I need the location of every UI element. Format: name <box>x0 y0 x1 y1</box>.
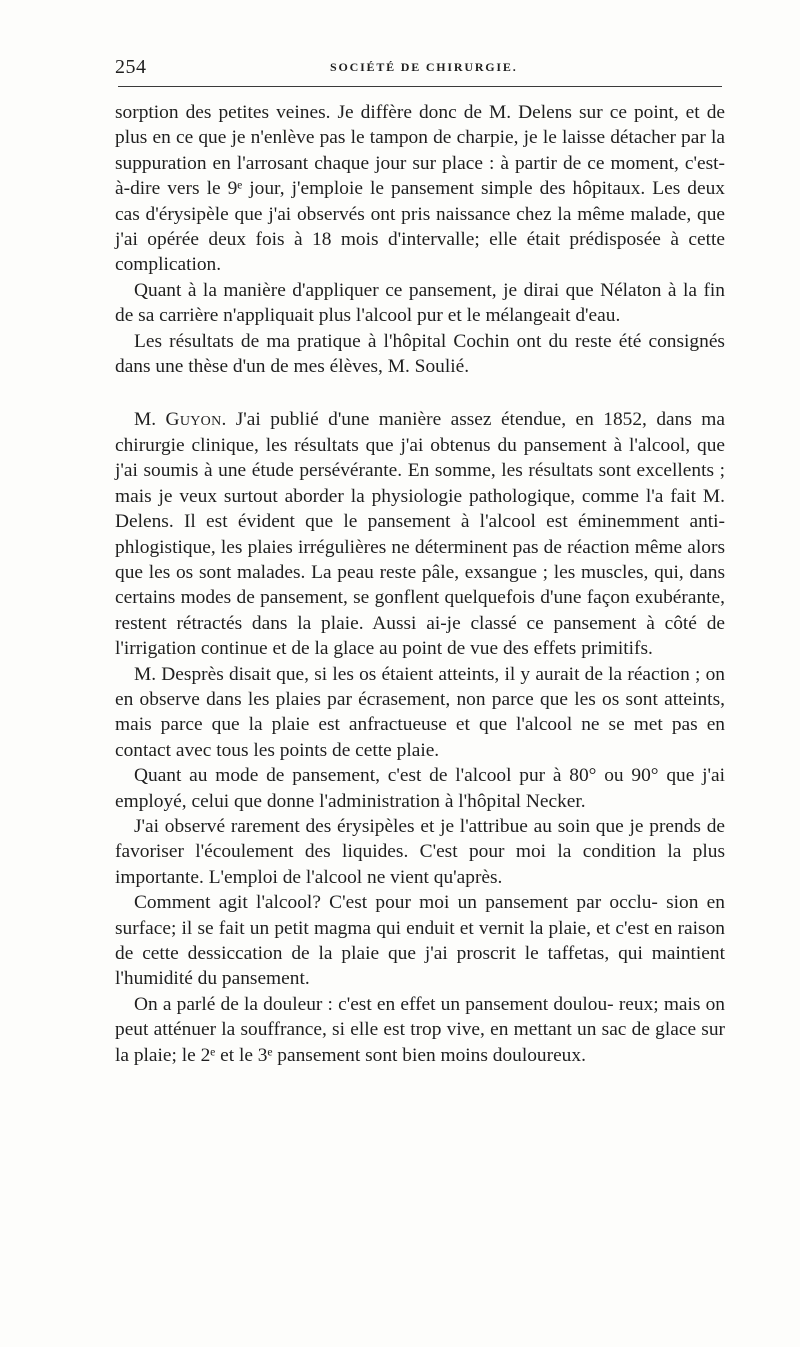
text-line: reux; mais on peut atténuer la souffrance, si elle est trop vive, en <box>115 993 725 1041</box>
text-line: cette complication. <box>115 229 725 276</box>
text-line: Quant au mode de pansement, c'est de l'alcool pur à 80° ou 90° <box>134 765 659 787</box>
text-line: opérée deux fois à 18 mois d'intervalle; elle était prédisposée à <box>147 229 679 251</box>
text-line: le laisse détacher par la suppuration en l'arrosant chaque jour sur <box>115 127 725 174</box>
running-head: SOCIÉTÉ DE CHIRURGIE. <box>330 60 518 74</box>
text-line: plaie, et c'est en raison de cette dessiccation de la plaie que j'ai <box>115 917 725 964</box>
paragraph-guyon <box>115 407 725 661</box>
text-line: le pansement simple des hôpitaux. Les deux cas d'érysipèle que <box>115 178 725 225</box>
text-line: de la glace au point de vue des effets primitifs. <box>291 638 653 660</box>
text-line: point, et de plus en ce que je n'enlève pas le tampon de charpie, je <box>115 102 725 149</box>
text-line: consignés dans une thèse d'un de mes élèves, M. Soulié. <box>115 330 725 378</box>
body-text <box>115 100 725 1068</box>
text-line: Aussi ai-je classé ce pansement à côté de l'irrigation continue et <box>115 612 725 660</box>
speaker-name: Guyon <box>165 409 222 431</box>
text-line: même alors que les os sont malades. La peau reste pâle, exsangue ; <box>115 536 725 583</box>
text-line: sorption des petites veines. Je diffère donc de M. Delens sur ce <box>115 102 627 123</box>
text-line: dans ma chirurgie clinique, les résultats que j'ai obtenus du <box>115 409 725 456</box>
speaker-prefix: M. <box>134 409 166 431</box>
text-line: Les résultats de ma pratique à l'hôpital Cochin ont du reste été <box>134 330 642 352</box>
text-line: place : à partir de ce moment, c'est-à-dire vers le 9ᵉ jour, j'emploie <box>115 152 725 200</box>
text-line: Quant à la manière d'appliquer ce pansement, je dirai que <box>134 279 594 301</box>
text-line: j'ai observés ont pris naissance chez la même malade, que j'ai <box>115 203 725 251</box>
text-line: Comment agit l'alcool? C'est pour moi un pansement par occlu- <box>134 892 658 914</box>
header-rule <box>118 86 722 87</box>
text-line: condition la plus importante. L'emploi de l'alcool ne vient qu'après. <box>115 841 725 888</box>
text-line: sion en surface; il se fait un petit magma qui enduit et vernit la <box>115 892 725 939</box>
paragraph-continuation <box>115 100 725 278</box>
text-line: mélangeait d'eau. <box>485 305 621 327</box>
text-line: aborder la physiologie pathologique, comme l'a fait M. Delens. Il <box>115 485 725 533</box>
text-line: Nélaton à la fin de sa carrière n'appliquait plus l'alcool pur et le <box>115 279 725 327</box>
text-line: mettant un sac de glace sur la plaie; le 2ᵉ et le 3ᵉ pansement sont <box>115 1019 725 1066</box>
text-line: que les os sont atteints, mais parce que la plaie est anfractueuse et <box>115 688 725 736</box>
text-line: phlogistique, les plaies irrégulières ne déterminent pas de réaction <box>115 536 630 558</box>
text-line: proscrit le taffetas, qui maintient l'humidité du pansement. <box>115 943 725 990</box>
paragraph-comment-agit <box>115 890 725 992</box>
text-line: que j'ai employé, celui que donne l'administration à l'hôpital Necker. <box>115 765 725 812</box>
text-line: est évident que le pansement à l'alcool est éminemment anti- <box>206 511 725 533</box>
text-line: quelquefois d'une façon exubérante, restent rétractés dans la plaie. <box>115 587 725 634</box>
text-line: plaie. <box>396 739 440 761</box>
text-line: En somme, les résultats sont excellents ; mais je veux surtout <box>115 460 725 507</box>
section-gap <box>115 379 725 407</box>
paragraph-cochin <box>115 329 725 380</box>
text-line: pansement à l'alcool, que j'ai soumis à une étude persévérante. <box>115 434 725 482</box>
text-line: J'ai observé rarement des érysipèles et je l'attribue au soin que <box>134 815 624 837</box>
page-header <box>115 56 723 80</box>
text-line: . J'ai publié d'une manière assez étendue, en 1852, <box>221 409 647 431</box>
text-line: que l'alcool ne se met pas en contact avec tous les points de cette <box>115 714 725 761</box>
paragraph-erysipeles <box>115 814 725 890</box>
text-line: On a parlé de la douleur : c'est en effet un pansement doulou- <box>134 993 614 1015</box>
paragraph-mode <box>115 763 725 814</box>
text-line: M. Desprès disait que, si les os étaient atteints, il y aurait de la <box>134 663 623 685</box>
page-number: 254 <box>115 56 147 78</box>
text-line: bien moins douloureux. <box>402 1044 586 1066</box>
text-line: réaction ; on en observe dans les plaies par écrasement, non parce <box>115 663 725 710</box>
paragraph-nelaton <box>115 278 725 329</box>
paragraph-despres <box>115 662 725 764</box>
text-line: je prends de favoriser l'écoulement des liquides. C'est pour moi la <box>115 815 725 863</box>
paragraph-douleur <box>115 992 725 1068</box>
text-line: les muscles, qui, dans certains modes de pansement, se gonflent <box>115 561 725 609</box>
